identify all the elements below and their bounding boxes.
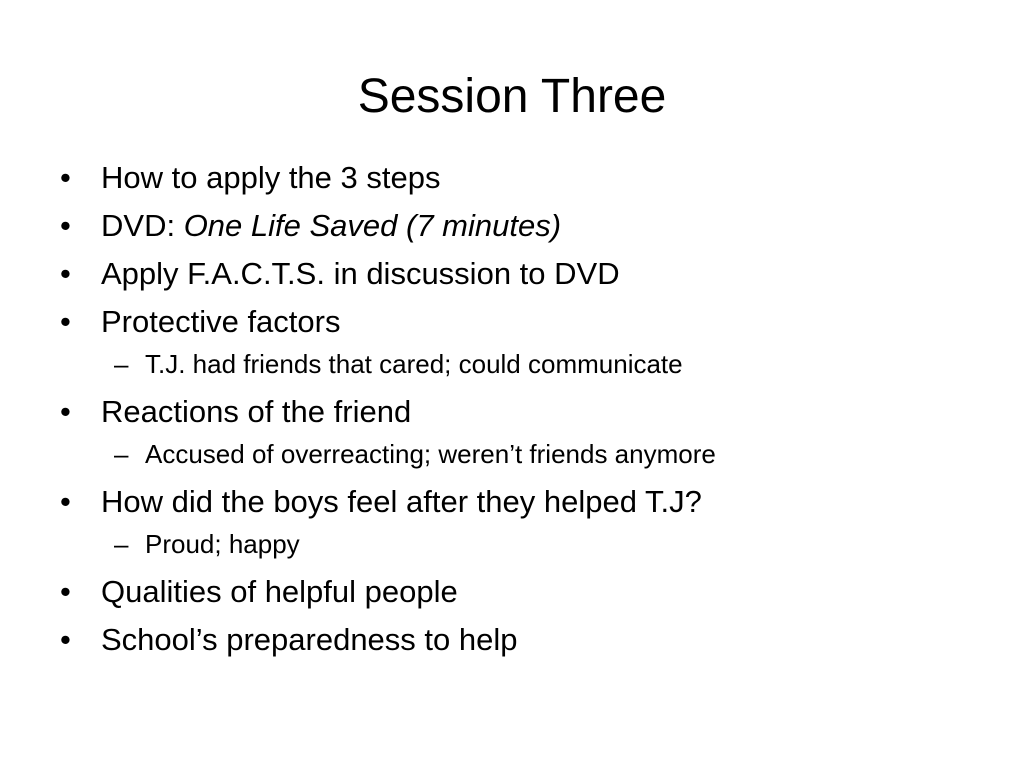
list-item-text: DVD: [101,208,184,243]
dash-icon: – [114,529,129,559]
list-item-boys-feel [60,478,980,526]
list-item-apply-facts [60,250,980,298]
sub-item-text: T.J. had friends that cared; could communicate [145,349,683,379]
bullet-icon: • [60,304,71,339]
list-item-text: Protective factors [101,304,341,339]
sub-item-proud [60,522,980,566]
sub-item-accused [60,432,980,476]
list-item-dvd [60,202,980,250]
dash-icon: – [114,439,129,469]
list-item-text: Qualities of helpful people [101,574,458,609]
bullet-icon: • [60,394,71,429]
list-item-reactions [60,388,980,436]
bullet-list [60,154,980,664]
list-item-text: School’s preparedness to help [101,622,518,657]
list-item-text: Reactions of the friend [101,394,412,429]
sub-item-text: Proud; happy [145,529,300,559]
list-item-text: How to apply the 3 steps [101,160,441,195]
bullet-icon: • [60,256,71,291]
dvd-title: One Life Saved (7 minutes) [183,208,562,243]
list-item-qualities [60,568,980,616]
list-item-school-preparedness [60,616,980,664]
list-item-protective-factors [60,298,980,346]
bullet-icon: • [60,622,71,657]
sub-item-tj-friends [60,342,980,386]
list-item-text: How did the boys feel after they helped T.J? [101,484,702,519]
bullet-icon: • [60,484,71,519]
list-item-apply-steps [60,154,980,202]
bullet-icon: • [60,160,71,195]
bullet-icon: • [60,574,71,609]
slide-title: Session Three [357,70,667,123]
list-item-text: Apply F.A.C.T.S. in discussion to DVD [101,256,620,291]
dash-icon: – [114,349,129,379]
bullet-icon: • [60,208,71,243]
sub-item-text: Accused of overreacting; weren’t friends anymore [145,439,716,469]
